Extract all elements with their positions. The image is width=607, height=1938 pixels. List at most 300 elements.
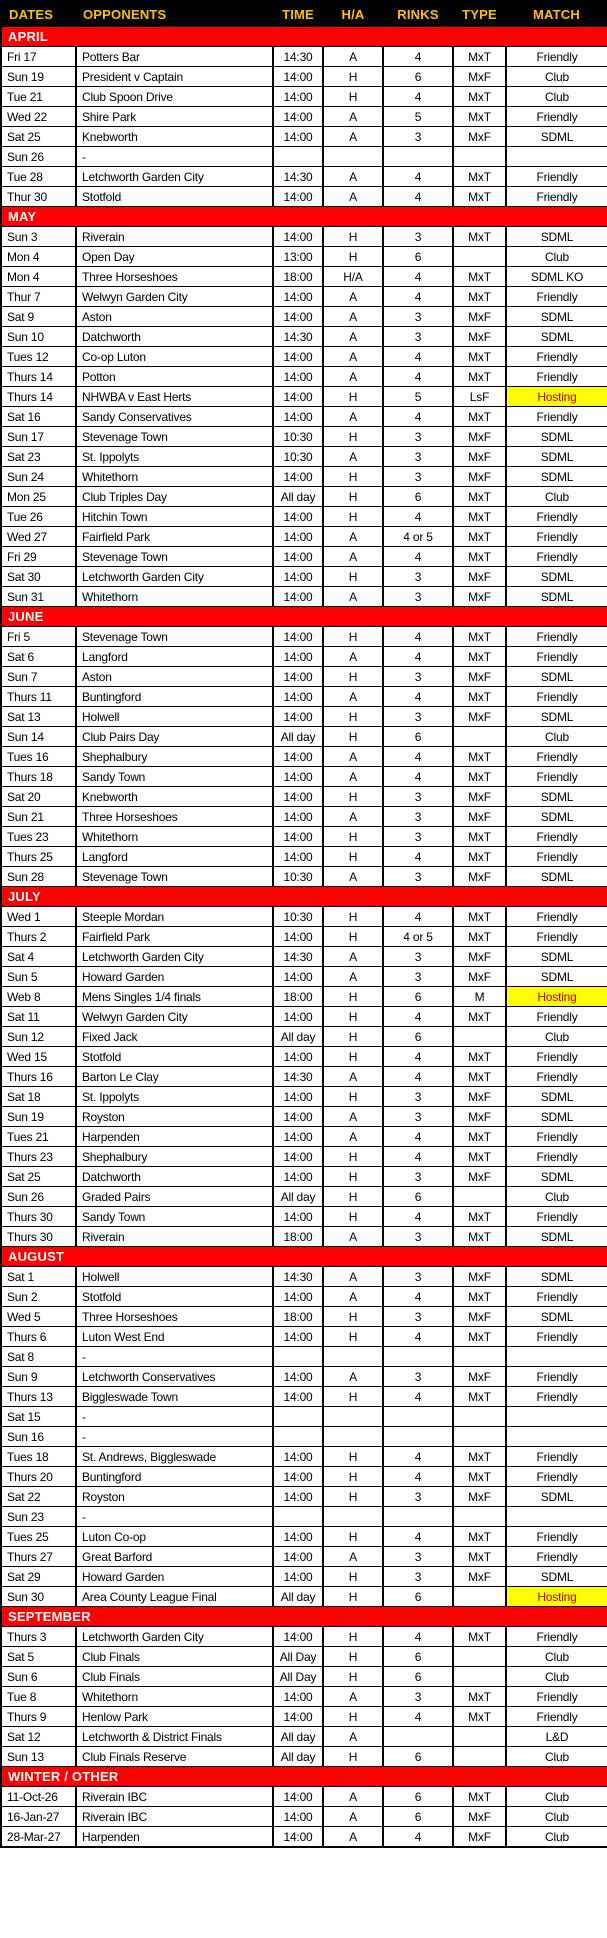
match-cell: SDML (506, 707, 607, 727)
type-cell: MxF (453, 567, 506, 587)
rinks-cell: 4 (383, 287, 453, 307)
time-cell: 10:30 (273, 427, 323, 447)
opponent-cell: Harpenden (76, 1127, 273, 1147)
opponent-cell: Fairfield Park (76, 527, 273, 547)
date-cell: Sun 19 (1, 67, 76, 87)
match-cell: SDML (506, 1487, 607, 1507)
fixture-row (1, 1327, 607, 1347)
column-header-rinks: RINKS (383, 1, 453, 27)
ha-cell: H (323, 227, 383, 247)
time-cell: 10:30 (273, 867, 323, 887)
type-cell (453, 1747, 506, 1767)
match-cell: Club (506, 727, 607, 747)
ha-cell: H (323, 907, 383, 927)
match-cell: Friendly (506, 1067, 607, 1087)
type-cell: MxF (453, 1567, 506, 1587)
match-cell: Club (506, 1187, 607, 1207)
rinks-cell: 3 (383, 227, 453, 247)
fixture-row (1, 1667, 607, 1687)
type-cell: MxT (453, 847, 506, 867)
ha-cell: A (323, 1287, 383, 1307)
date-cell: Sun 28 (1, 867, 76, 887)
rinks-cell: 4 (383, 187, 453, 207)
fixture-row (1, 347, 607, 367)
ha-cell: A (323, 367, 383, 387)
match-cell: Friendly (506, 287, 607, 307)
type-cell: MxT (453, 227, 506, 247)
opponent-cell: Mens Singles 1/4 finals (76, 987, 273, 1007)
opponent-cell: Stotfold (76, 187, 273, 207)
time-cell: 14:00 (273, 1167, 323, 1187)
opponent-cell: Barton Le Clay (76, 1067, 273, 1087)
date-cell: Tues 18 (1, 1447, 76, 1467)
match-cell: Club (506, 87, 607, 107)
match-cell: Club (506, 1827, 607, 1848)
time-cell: 14:00 (273, 387, 323, 407)
fixture-row (1, 1687, 607, 1707)
rinks-cell: 4 (383, 507, 453, 527)
fixture-row (1, 47, 607, 67)
time-cell: 14:00 (273, 847, 323, 867)
opponent-cell: Club Finals (76, 1647, 273, 1667)
match-cell (506, 1407, 607, 1427)
match-cell: Friendly (506, 187, 607, 207)
match-cell: SDML (506, 307, 607, 327)
fixture-row (1, 987, 607, 1007)
match-cell: Friendly (506, 1707, 607, 1727)
type-cell: MxT (453, 1527, 506, 1547)
match-cell: Friendly (506, 767, 607, 787)
fixture-row (1, 1627, 607, 1647)
opponent-cell: Club Finals Reserve (76, 1747, 273, 1767)
rinks-cell (383, 1727, 453, 1747)
opponent-cell: Three Horseshoes (76, 807, 273, 827)
rinks-cell: 3 (383, 1487, 453, 1507)
time-cell: 14:00 (273, 1807, 323, 1827)
rinks-cell: 4 (383, 1467, 453, 1487)
month-label: AUGUST (1, 1247, 607, 1267)
fixture-row (1, 967, 607, 987)
date-cell: Sat 20 (1, 787, 76, 807)
ha-cell: A (323, 47, 383, 67)
rinks-cell: 3 (383, 667, 453, 687)
fixture-row (1, 367, 607, 387)
type-cell: MxT (453, 767, 506, 787)
opponent-cell: Potton (76, 367, 273, 387)
rinks-cell: 5 (383, 387, 453, 407)
opponent-cell: Graded Pairs (76, 1187, 273, 1207)
time-cell: 14:00 (273, 1327, 323, 1347)
opponent-cell: Welwyn Garden City (76, 1007, 273, 1027)
rinks-cell: 6 (383, 67, 453, 87)
fixture-row (1, 1347, 607, 1367)
date-cell: Thurs 20 (1, 1467, 76, 1487)
fixture-row (1, 867, 607, 887)
type-cell: MxT (453, 107, 506, 127)
time-cell: All day (273, 1747, 323, 1767)
opponent-cell: Stotfold (76, 1287, 273, 1307)
fixture-row (1, 907, 607, 927)
date-cell: Sat 15 (1, 1407, 76, 1427)
date-cell: Tue 21 (1, 87, 76, 107)
date-cell: Sun 21 (1, 807, 76, 827)
rinks-cell: 4 (383, 1287, 453, 1307)
month-row-april (1, 27, 607, 47)
type-cell: MxF (453, 1167, 506, 1187)
ha-cell: A (323, 587, 383, 607)
opponent-cell: Stevenage Town (76, 867, 273, 887)
fixture-row (1, 827, 607, 847)
opponent-cell: Stotfold (76, 1047, 273, 1067)
time-cell (273, 1407, 323, 1427)
match-cell: SDML (506, 427, 607, 447)
opponent-cell: Fairfield Park (76, 927, 273, 947)
date-cell: Sun 19 (1, 1107, 76, 1127)
time-cell: 14:00 (273, 1527, 323, 1547)
ha-cell: A (323, 1227, 383, 1247)
time-cell: 14:00 (273, 747, 323, 767)
fixture-row (1, 447, 607, 467)
date-cell: 28-Mar-27 (1, 1827, 76, 1848)
type-cell: MxT (453, 647, 506, 667)
match-cell: Friendly (506, 827, 607, 847)
time-cell: 14:00 (273, 407, 323, 427)
time-cell: 14:00 (273, 367, 323, 387)
opponent-cell: Stevenage Town (76, 547, 273, 567)
date-cell: Sun 6 (1, 1667, 76, 1687)
rinks-cell: 4 (383, 407, 453, 427)
match-cell: SDML (506, 667, 607, 687)
opponent-cell: Fixed Jack (76, 1027, 273, 1047)
rinks-cell: 3 (383, 1227, 453, 1247)
type-cell (453, 1407, 506, 1427)
rinks-cell: 4 (383, 47, 453, 67)
time-cell: All Day (273, 1667, 323, 1687)
match-cell: Friendly (506, 347, 607, 367)
time-cell: 14:00 (273, 187, 323, 207)
date-cell: Wed 22 (1, 107, 76, 127)
month-label: JULY (1, 887, 607, 907)
type-cell: MxT (453, 187, 506, 207)
match-cell: Friendly (506, 647, 607, 667)
match-cell: SDML (506, 327, 607, 347)
ha-cell: H (323, 1487, 383, 1507)
time-cell: All Day (273, 1647, 323, 1667)
opponent-cell: Open Day (76, 247, 273, 267)
date-cell: Sun 24 (1, 467, 76, 487)
type-cell: MxT (453, 267, 506, 287)
match-cell: SDML (506, 587, 607, 607)
ha-cell: H (323, 1667, 383, 1687)
date-cell: Thurs 30 (1, 1207, 76, 1227)
type-cell (453, 1647, 506, 1667)
rinks-cell: 4 (383, 907, 453, 927)
rinks-cell: 6 (383, 1667, 453, 1687)
opponent-cell: Datchworth (76, 1167, 273, 1187)
column-header-time: TIME (273, 1, 323, 27)
fixture-row (1, 1227, 607, 1247)
type-cell: MxT (453, 87, 506, 107)
date-cell: Tues 23 (1, 827, 76, 847)
ha-cell: A (323, 967, 383, 987)
fixture-row (1, 67, 607, 87)
time-cell: 18:00 (273, 267, 323, 287)
type-cell (453, 1727, 506, 1747)
type-cell: MxF (453, 427, 506, 447)
rinks-cell: 6 (383, 1027, 453, 1047)
rinks-cell: 4 (383, 1827, 453, 1848)
ha-cell: A (323, 107, 383, 127)
fixture-row (1, 1067, 607, 1087)
time-cell: 14:00 (273, 1087, 323, 1107)
match-cell (506, 147, 607, 167)
type-cell: MxT (453, 287, 506, 307)
match-cell: Friendly (506, 527, 607, 547)
opponent-cell: Royston (76, 1107, 273, 1127)
type-cell: MxF (453, 307, 506, 327)
date-cell: Fri 29 (1, 547, 76, 567)
match-cell (506, 1507, 607, 1527)
match-cell: SDML (506, 127, 607, 147)
fixture-row (1, 1507, 607, 1527)
date-cell: Sun 31 (1, 587, 76, 607)
ha-cell: A (323, 127, 383, 147)
type-cell (453, 247, 506, 267)
rinks-cell: 3 (383, 787, 453, 807)
rinks-cell: 4 (383, 1527, 453, 1547)
date-cell: Tue 8 (1, 1687, 76, 1707)
date-cell: Sat 8 (1, 1347, 76, 1367)
type-cell: MxF (453, 807, 506, 827)
fixture-row (1, 1047, 607, 1067)
time-cell: 14:00 (273, 967, 323, 987)
time-cell: 14:00 (273, 927, 323, 947)
date-cell: Sat 5 (1, 1647, 76, 1667)
type-cell: MxT (453, 1287, 506, 1307)
date-cell: Thurs 2 (1, 927, 76, 947)
date-cell: Sun 13 (1, 1747, 76, 1767)
ha-cell (323, 1347, 383, 1367)
ha-cell: A (323, 287, 383, 307)
ha-cell: A (323, 687, 383, 707)
fixture-row (1, 187, 607, 207)
opponent-cell: Club Pairs Day (76, 727, 273, 747)
opponent-cell: Stevenage Town (76, 627, 273, 647)
fixture-row (1, 1527, 607, 1547)
ha-cell: H (323, 1207, 383, 1227)
ha-cell (323, 1407, 383, 1427)
opponent-cell: NHWBA v East Herts (76, 387, 273, 407)
fixture-row (1, 1407, 607, 1427)
type-cell (453, 147, 506, 167)
match-cell: Club (506, 1647, 607, 1667)
rinks-cell: 4 (383, 367, 453, 387)
date-cell: Sun 30 (1, 1587, 76, 1607)
date-cell: Thurs 14 (1, 367, 76, 387)
date-cell: Sun 9 (1, 1367, 76, 1387)
match-cell: Friendly (506, 1687, 607, 1707)
time-cell (273, 147, 323, 167)
date-cell: Sat 13 (1, 707, 76, 727)
match-cell: Hosting (506, 1587, 607, 1607)
date-cell: Sun 23 (1, 1507, 76, 1527)
opponent-cell: Howard Garden (76, 1567, 273, 1587)
time-cell: 13:00 (273, 247, 323, 267)
fixture-row (1, 507, 607, 527)
date-cell: Fri 17 (1, 47, 76, 67)
type-cell: MxT (453, 1467, 506, 1487)
type-cell: MxT (453, 347, 506, 367)
match-cell: Hosting (506, 387, 607, 407)
match-cell: Friendly (506, 1047, 607, 1067)
date-cell: Mon 4 (1, 247, 76, 267)
date-cell: Fri 5 (1, 627, 76, 647)
type-cell: MxT (453, 487, 506, 507)
ha-cell: A (323, 1107, 383, 1127)
type-cell: MxT (453, 747, 506, 767)
match-cell: Friendly (506, 1367, 607, 1387)
opponent-cell: Letchworth Conservatives (76, 1367, 273, 1387)
ha-cell: A (323, 547, 383, 567)
time-cell (273, 1427, 323, 1447)
fixture-row (1, 1747, 607, 1767)
ha-cell: A (323, 1267, 383, 1287)
ha-cell: H (323, 1187, 383, 1207)
match-cell: SDML (506, 967, 607, 987)
match-cell: Friendly (506, 367, 607, 387)
opponent-cell: Club Finals (76, 1667, 273, 1687)
opponent-cell: Luton Co-op (76, 1527, 273, 1547)
type-cell (453, 1187, 506, 1207)
fixture-row (1, 1087, 607, 1107)
match-cell: Friendly (506, 1287, 607, 1307)
time-cell: 14:00 (273, 567, 323, 587)
rinks-cell: 3 (383, 827, 453, 847)
opponent-cell: Riverain (76, 227, 273, 247)
match-cell: Friendly (506, 687, 607, 707)
type-cell: MxT (453, 1207, 506, 1227)
opponent-cell: Letchworth Garden City (76, 567, 273, 587)
opponent-cell: Knebworth (76, 127, 273, 147)
date-cell: Mon 25 (1, 487, 76, 507)
month-row-may (1, 207, 607, 227)
column-header-opponents: OPPONENTS (76, 1, 273, 27)
rinks-cell: 6 (383, 1647, 453, 1667)
ha-cell: H (323, 827, 383, 847)
time-cell: 14:00 (273, 1827, 323, 1848)
ha-cell (323, 1507, 383, 1527)
ha-cell: H (323, 1307, 383, 1327)
rinks-cell (383, 1407, 453, 1427)
opponent-cell: Knebworth (76, 787, 273, 807)
ha-cell: H (323, 1647, 383, 1667)
fixture-row (1, 427, 607, 447)
ha-cell: A (323, 327, 383, 347)
time-cell: 14:00 (273, 127, 323, 147)
match-cell: Friendly (506, 1127, 607, 1147)
match-cell: SDML (506, 1167, 607, 1187)
fixture-row (1, 87, 607, 107)
fixture-row (1, 1287, 607, 1307)
match-cell: SDML (506, 227, 607, 247)
rinks-cell (383, 147, 453, 167)
time-cell: 14:30 (273, 327, 323, 347)
fixture-row (1, 127, 607, 147)
ha-cell: H (323, 1027, 383, 1047)
fixture-row (1, 1127, 607, 1147)
date-cell: Sat 11 (1, 1007, 76, 1027)
date-cell: Wed 15 (1, 1047, 76, 1067)
ha-cell: A (323, 307, 383, 327)
opponent-cell: Whitethorn (76, 587, 273, 607)
type-cell: MxT (453, 507, 506, 527)
fixture-row (1, 1787, 607, 1807)
time-cell (273, 1347, 323, 1367)
fixture-row (1, 1207, 607, 1227)
match-cell: SDML (506, 467, 607, 487)
type-cell: MxT (453, 47, 506, 67)
rinks-cell: 3 (383, 327, 453, 347)
time-cell: 14:00 (273, 1567, 323, 1587)
type-cell: MxT (453, 1047, 506, 1067)
rinks-cell: 4 (383, 687, 453, 707)
ha-cell: A (323, 947, 383, 967)
fixture-row (1, 1147, 607, 1167)
rinks-cell: 4 (383, 1707, 453, 1727)
match-cell: Friendly (506, 847, 607, 867)
fixture-row (1, 527, 607, 547)
fixture-row (1, 247, 607, 267)
type-cell: MxT (453, 1687, 506, 1707)
header-row (1, 1, 607, 27)
rinks-cell: 3 (383, 447, 453, 467)
ha-cell: H (323, 1007, 383, 1027)
fixture-row (1, 1387, 607, 1407)
match-cell (506, 1347, 607, 1367)
match-cell: Friendly (506, 1547, 607, 1567)
fixture-row (1, 1587, 607, 1607)
type-cell: MxF (453, 127, 506, 147)
date-cell: Wed 5 (1, 1307, 76, 1327)
type-cell: MxT (453, 1787, 506, 1807)
ha-cell: A (323, 167, 383, 187)
date-cell: Tues 12 (1, 347, 76, 367)
fixture-row (1, 927, 607, 947)
date-cell: Thurs 30 (1, 1227, 76, 1247)
time-cell: 14:00 (273, 1007, 323, 1027)
opponent-cell: Langford (76, 847, 273, 867)
ha-cell: H (323, 1467, 383, 1487)
ha-cell: H (323, 1387, 383, 1407)
type-cell: MxF (453, 587, 506, 607)
date-cell: Sun 5 (1, 967, 76, 987)
fixture-row (1, 1427, 607, 1447)
ha-cell: A (323, 1687, 383, 1707)
match-cell: Club (506, 247, 607, 267)
fixture-row (1, 667, 607, 687)
match-cell: L&D (506, 1727, 607, 1747)
time-cell: 14:00 (273, 1047, 323, 1067)
opponent-cell: Whitethorn (76, 1687, 273, 1707)
match-cell: SDML (506, 447, 607, 467)
rinks-cell: 4 (383, 1127, 453, 1147)
date-cell: Thurs 18 (1, 767, 76, 787)
ha-cell: A (323, 1127, 383, 1147)
date-cell: Thurs 23 (1, 1147, 76, 1167)
time-cell: 18:00 (273, 987, 323, 1007)
ha-cell: A (323, 647, 383, 667)
ha-cell: A (323, 1547, 383, 1567)
